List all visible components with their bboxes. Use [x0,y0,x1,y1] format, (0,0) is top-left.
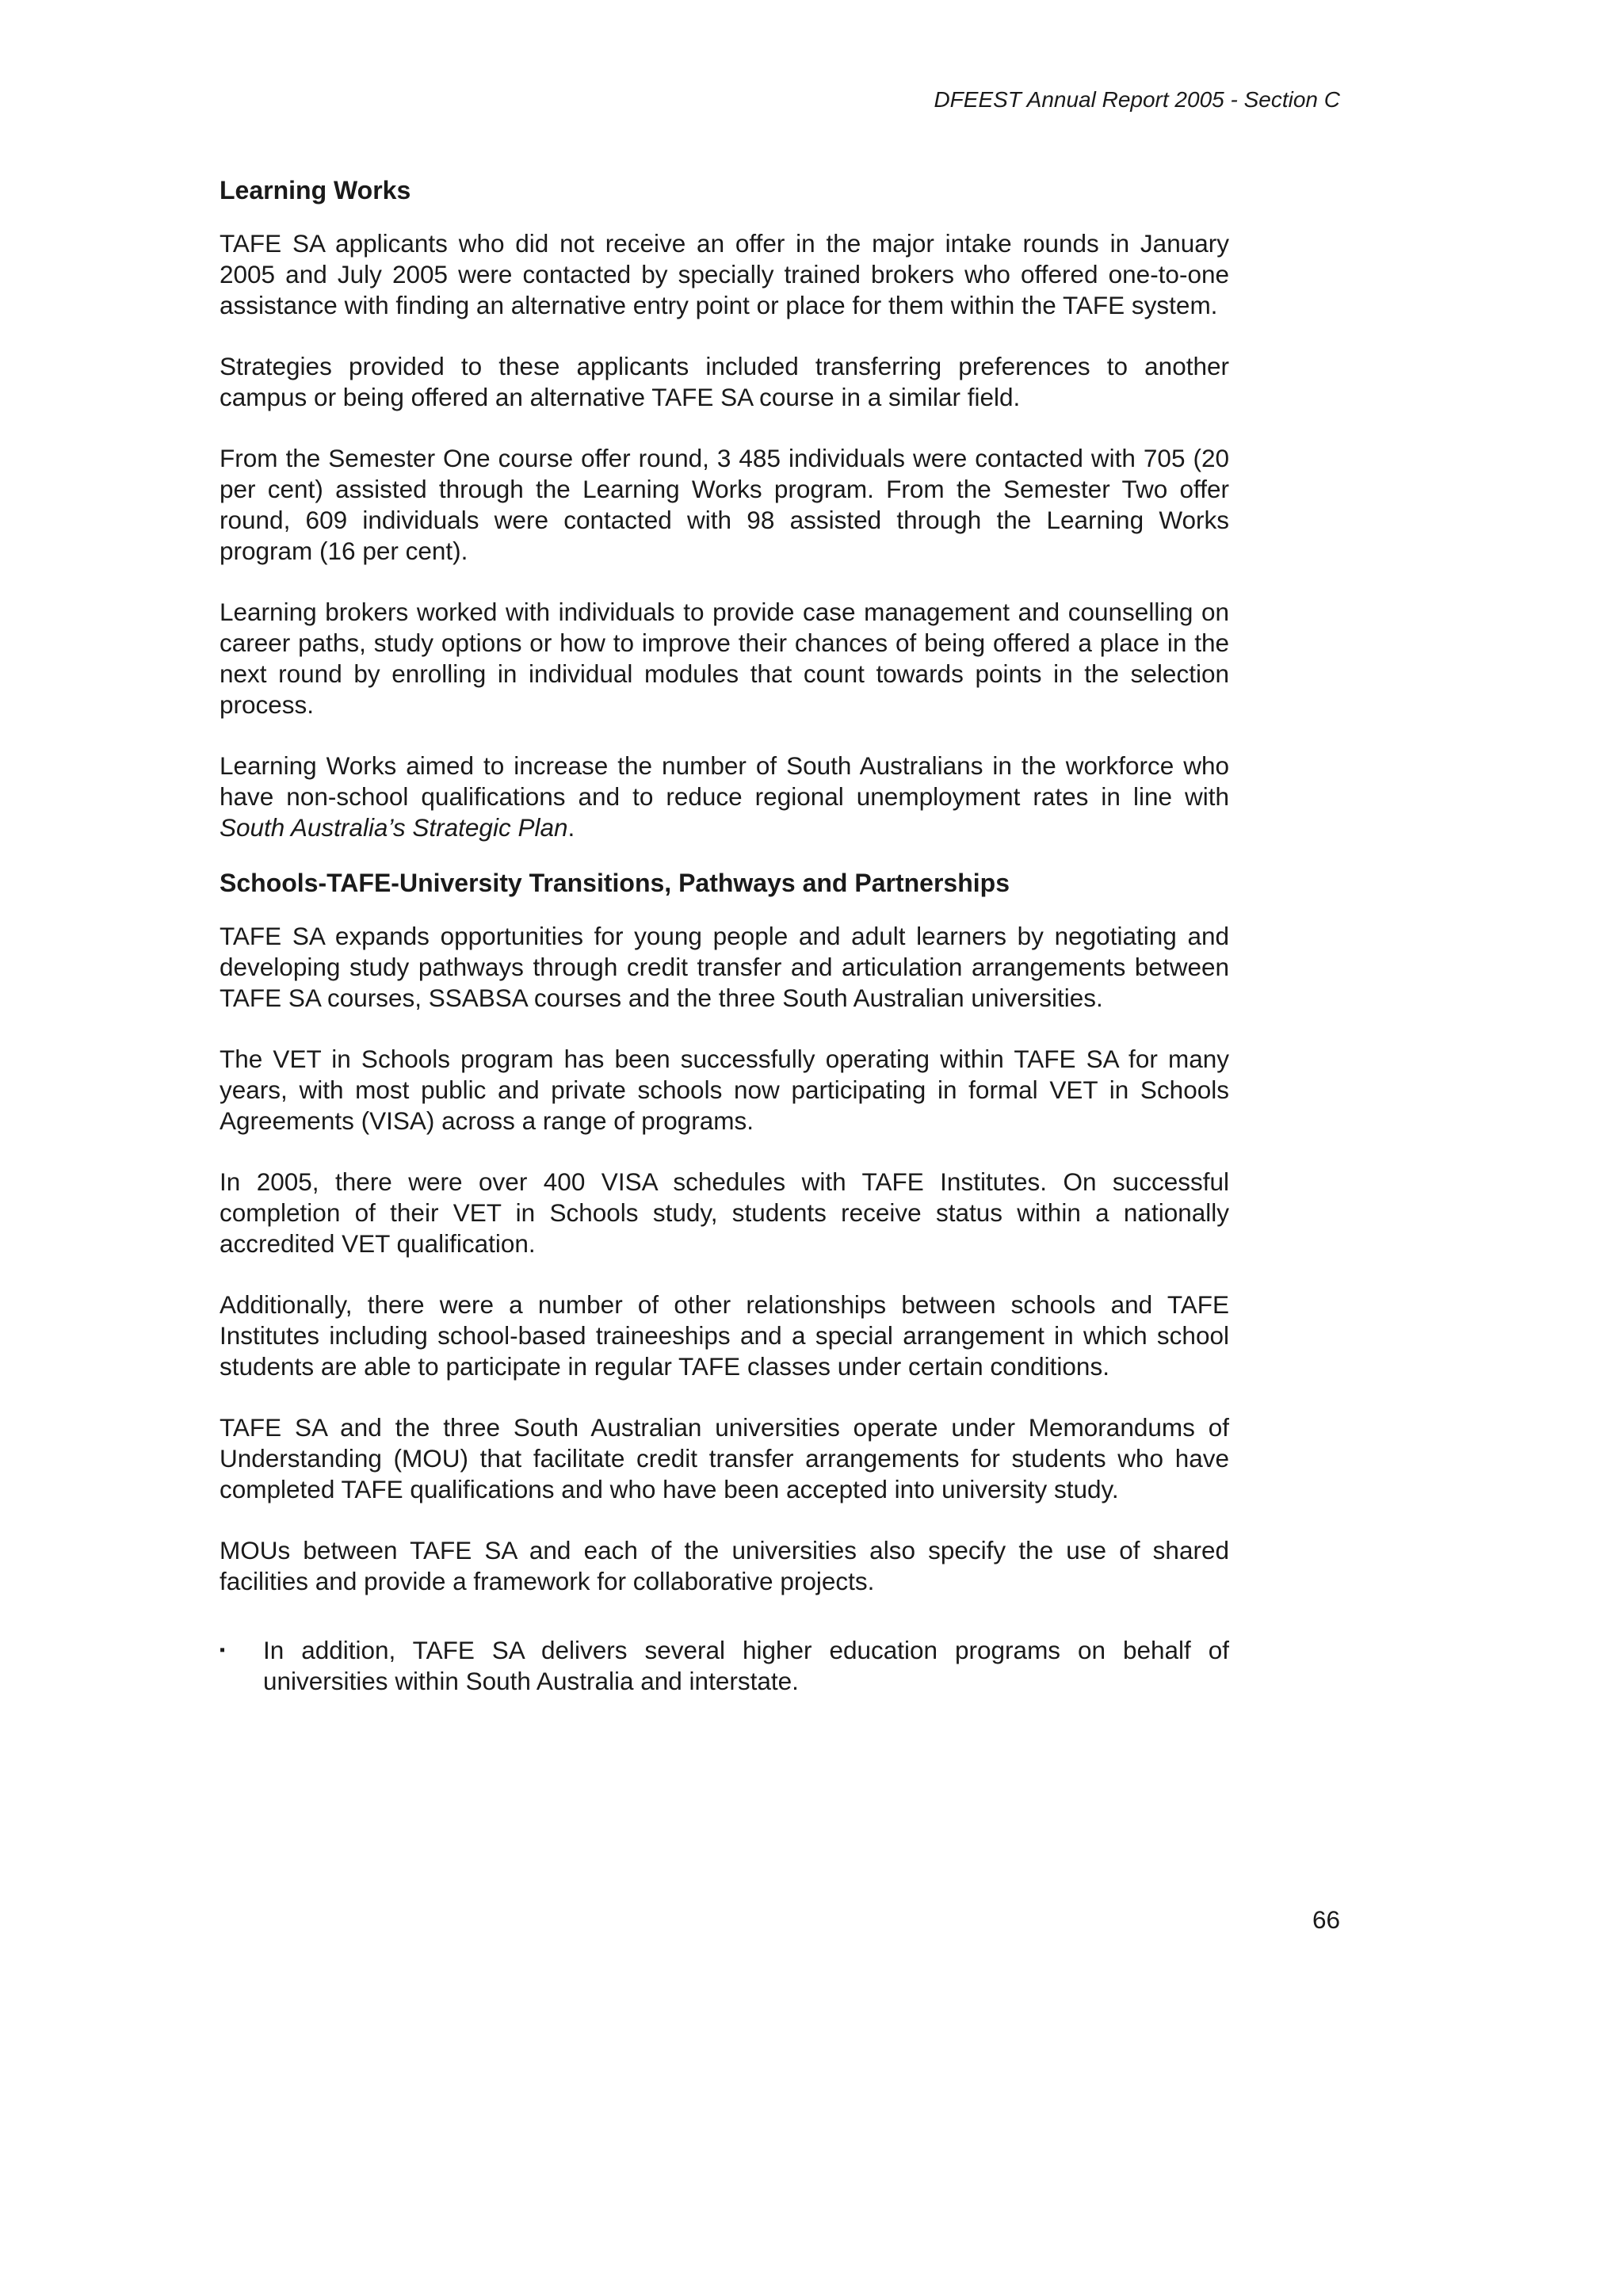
running-header: DFEEST Annual Report 2005 - Section C [934,87,1340,112]
page-number: 66 [1312,1905,1340,1934]
paragraph-text: Learning Works aimed to increase the number of South Australians in the workforce who have non-school qualifications and to reduce regional unemployment rates in line with [220,751,1229,811]
page-content [220,174,1229,1697]
bullet-list [220,1635,1229,1697]
paragraph: Learning brokers worked with individuals to provide case management and counselling on career paths, study options or how to improve their chances of being offered a place in the next round by enrolling in individual modules that count towards points in the selection process. [220,598,1229,719]
list-item-text: In addition, TAFE SA delivers several higher education programs on behalf of universities within South Australia and interstate. [263,1636,1229,1695]
section-learning-works [220,174,1229,843]
square-bullet-icon: ▪ [220,1641,226,1659]
paragraph: In 2005, there were over 400 VISA schedules with TAFE Institutes. On successful completion of their VET in Schools study, students receive status within a nationally accredited VET qualification. [220,1167,1229,1258]
paragraph: Additionally, there were a number of other relationships between schools and TAFE Institutes including school-based traineeships and a special arrangement in which school students are able to participate in regular TAFE classes under certain conditions. [220,1290,1229,1381]
paragraph [220,751,1229,843]
section-heading: Learning Works [220,176,411,204]
paragraph: TAFE SA expands opportunities for young people and adult learners by negotiating and developing study pathways through credit transfer and articulation arrangements between TAFE SA courses, SSABSA courses and the three South Australian universities. [220,922,1229,1012]
section-transitions-pathways [220,867,1229,1697]
paragraph: Strategies provided to these applicants included transferring preferences to another campus or being offered an alternative TAFE SA course in a similar field. [220,352,1229,411]
paragraph: TAFE SA applicants who did not receive an offer in the major intake rounds in January 2005 and July 2005 were contacted by specially trained brokers who offered one-to-one assistance with finding an alternative entry point or place for them within the TAFE system. [220,229,1229,319]
paragraph: MOUs between TAFE SA and each of the universities also specify the use of shared facilities and provide a framework for collaborative projects. [220,1536,1229,1595]
document-title-reference: South Australia’s Strategic Plan [220,813,568,842]
list-item [220,1635,1229,1697]
paragraph: The VET in Schools program has been successfully operating within TAFE SA for many years, with most public and private schools now participating in formal VET in Schools Agreements (VISA) across a range of programs. [220,1045,1229,1135]
paragraph-text: . [567,813,575,842]
paragraph: From the Semester One course offer round, 3 485 individuals were contacted with 705 (20 per cent) assisted through the Learning Works program. From the Semester Two offer round, 609 individuals were contacted with 98 assisted through the Learning Works program (16 per cent). [220,444,1229,565]
section-heading: Schools-TAFE-University Transitions, Pathways and Partnerships [220,869,1010,897]
paragraph: TAFE SA and the three South Australian universities operate under Memorandums of Understanding (MOU) that facilitate credit transfer arrangements for students who have completed TAFE qualifications and who have been accepted into university study. [220,1413,1229,1503]
